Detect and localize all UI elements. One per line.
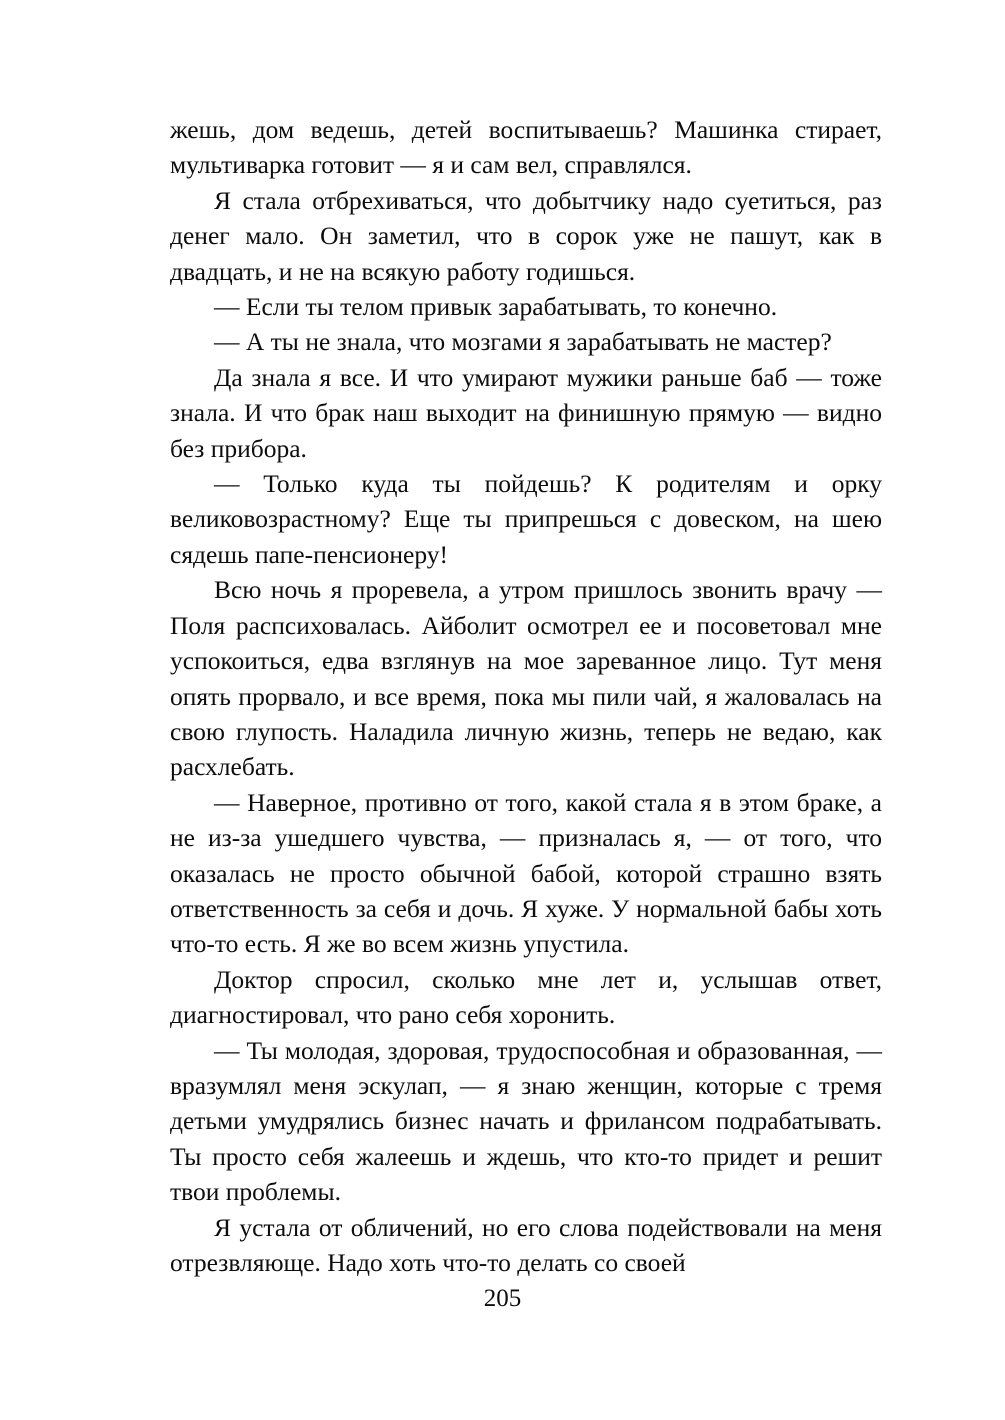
- paragraph: Доктор спросил, сколько мне лет и, услышав ответ, диагностировал, что рано себя хоронить.: [170, 964, 882, 1030]
- paragraph: жешь, дом ведешь, детей воспитываешь? Машинка стирает, мультиварка готовит — я и сам вел, справлялся.: [170, 115, 882, 180]
- paragraph: Я стала отбрехиваться, что добытчику надо суетиться, раз денег мало. Он заметил, что в сорок уже не пашут, как в двадцать, и не на всякую работу годишься.: [170, 185, 882, 286]
- paragraph: Всю ночь я проревела, а утром пришлось звонить врачу — Поля распсиховалась. Айболит осмотрел ее и посоветовал мне успокоиться, едва взглянув на мое зареванное лицо. Тут меня опять прорвало, и все время, пока мы пили чай, я жаловалась на свою глупость. Наладила личную жизнь, теперь не ведаю, как расхлебать.: [170, 575, 882, 782]
- paragraph: — Наверное, противно от того, какой стала я в этом браке, а не из-за ушедшего чувства, — призналась я, — от того, что оказалась не просто обычной бабой, которой страшно взять ответственность за себя и дочь. Я хуже. У нормальной бабы хоть что-то есть. Я же во всем жизнь упустила.: [170, 787, 882, 959]
- paragraph: — Ты молодая, здоровая, трудоспособная и образованная, — вразумлял меня эскулап, — я знаю женщин, которые с тремя детьми умудрялись бизнес начать и фрилансом подрабатывать. Ты просто себя жалеешь и ждешь, что кто-то придет и решит твои проблемы.: [170, 1035, 882, 1207]
- paragraph: — Если ты телом привык зарабатывать, то конечно.: [214, 292, 778, 322]
- page-number: 205: [483, 1285, 522, 1312]
- paragraph: — А ты не знала, что мозгами я зарабатывать не мастер?: [214, 327, 832, 357]
- paragraph: Я устала от обличений, но его слова подействовали на меня отрезвляюще. Надо хоть что-то делать со своей: [170, 1212, 882, 1277]
- paragraph: Да знала я все. И что умирают мужики раньше баб — тоже знала. И что брак наш выходит на финишную прямую — видно без прибора.: [170, 362, 882, 463]
- page-body-text: [170, 112, 882, 1280]
- paragraph: — Только куда ты пойдешь? К родителям и орку великовозрастному? Еще ты припрешься с довеском, на шею сядешь папе-пенсионеру!: [170, 469, 882, 569]
